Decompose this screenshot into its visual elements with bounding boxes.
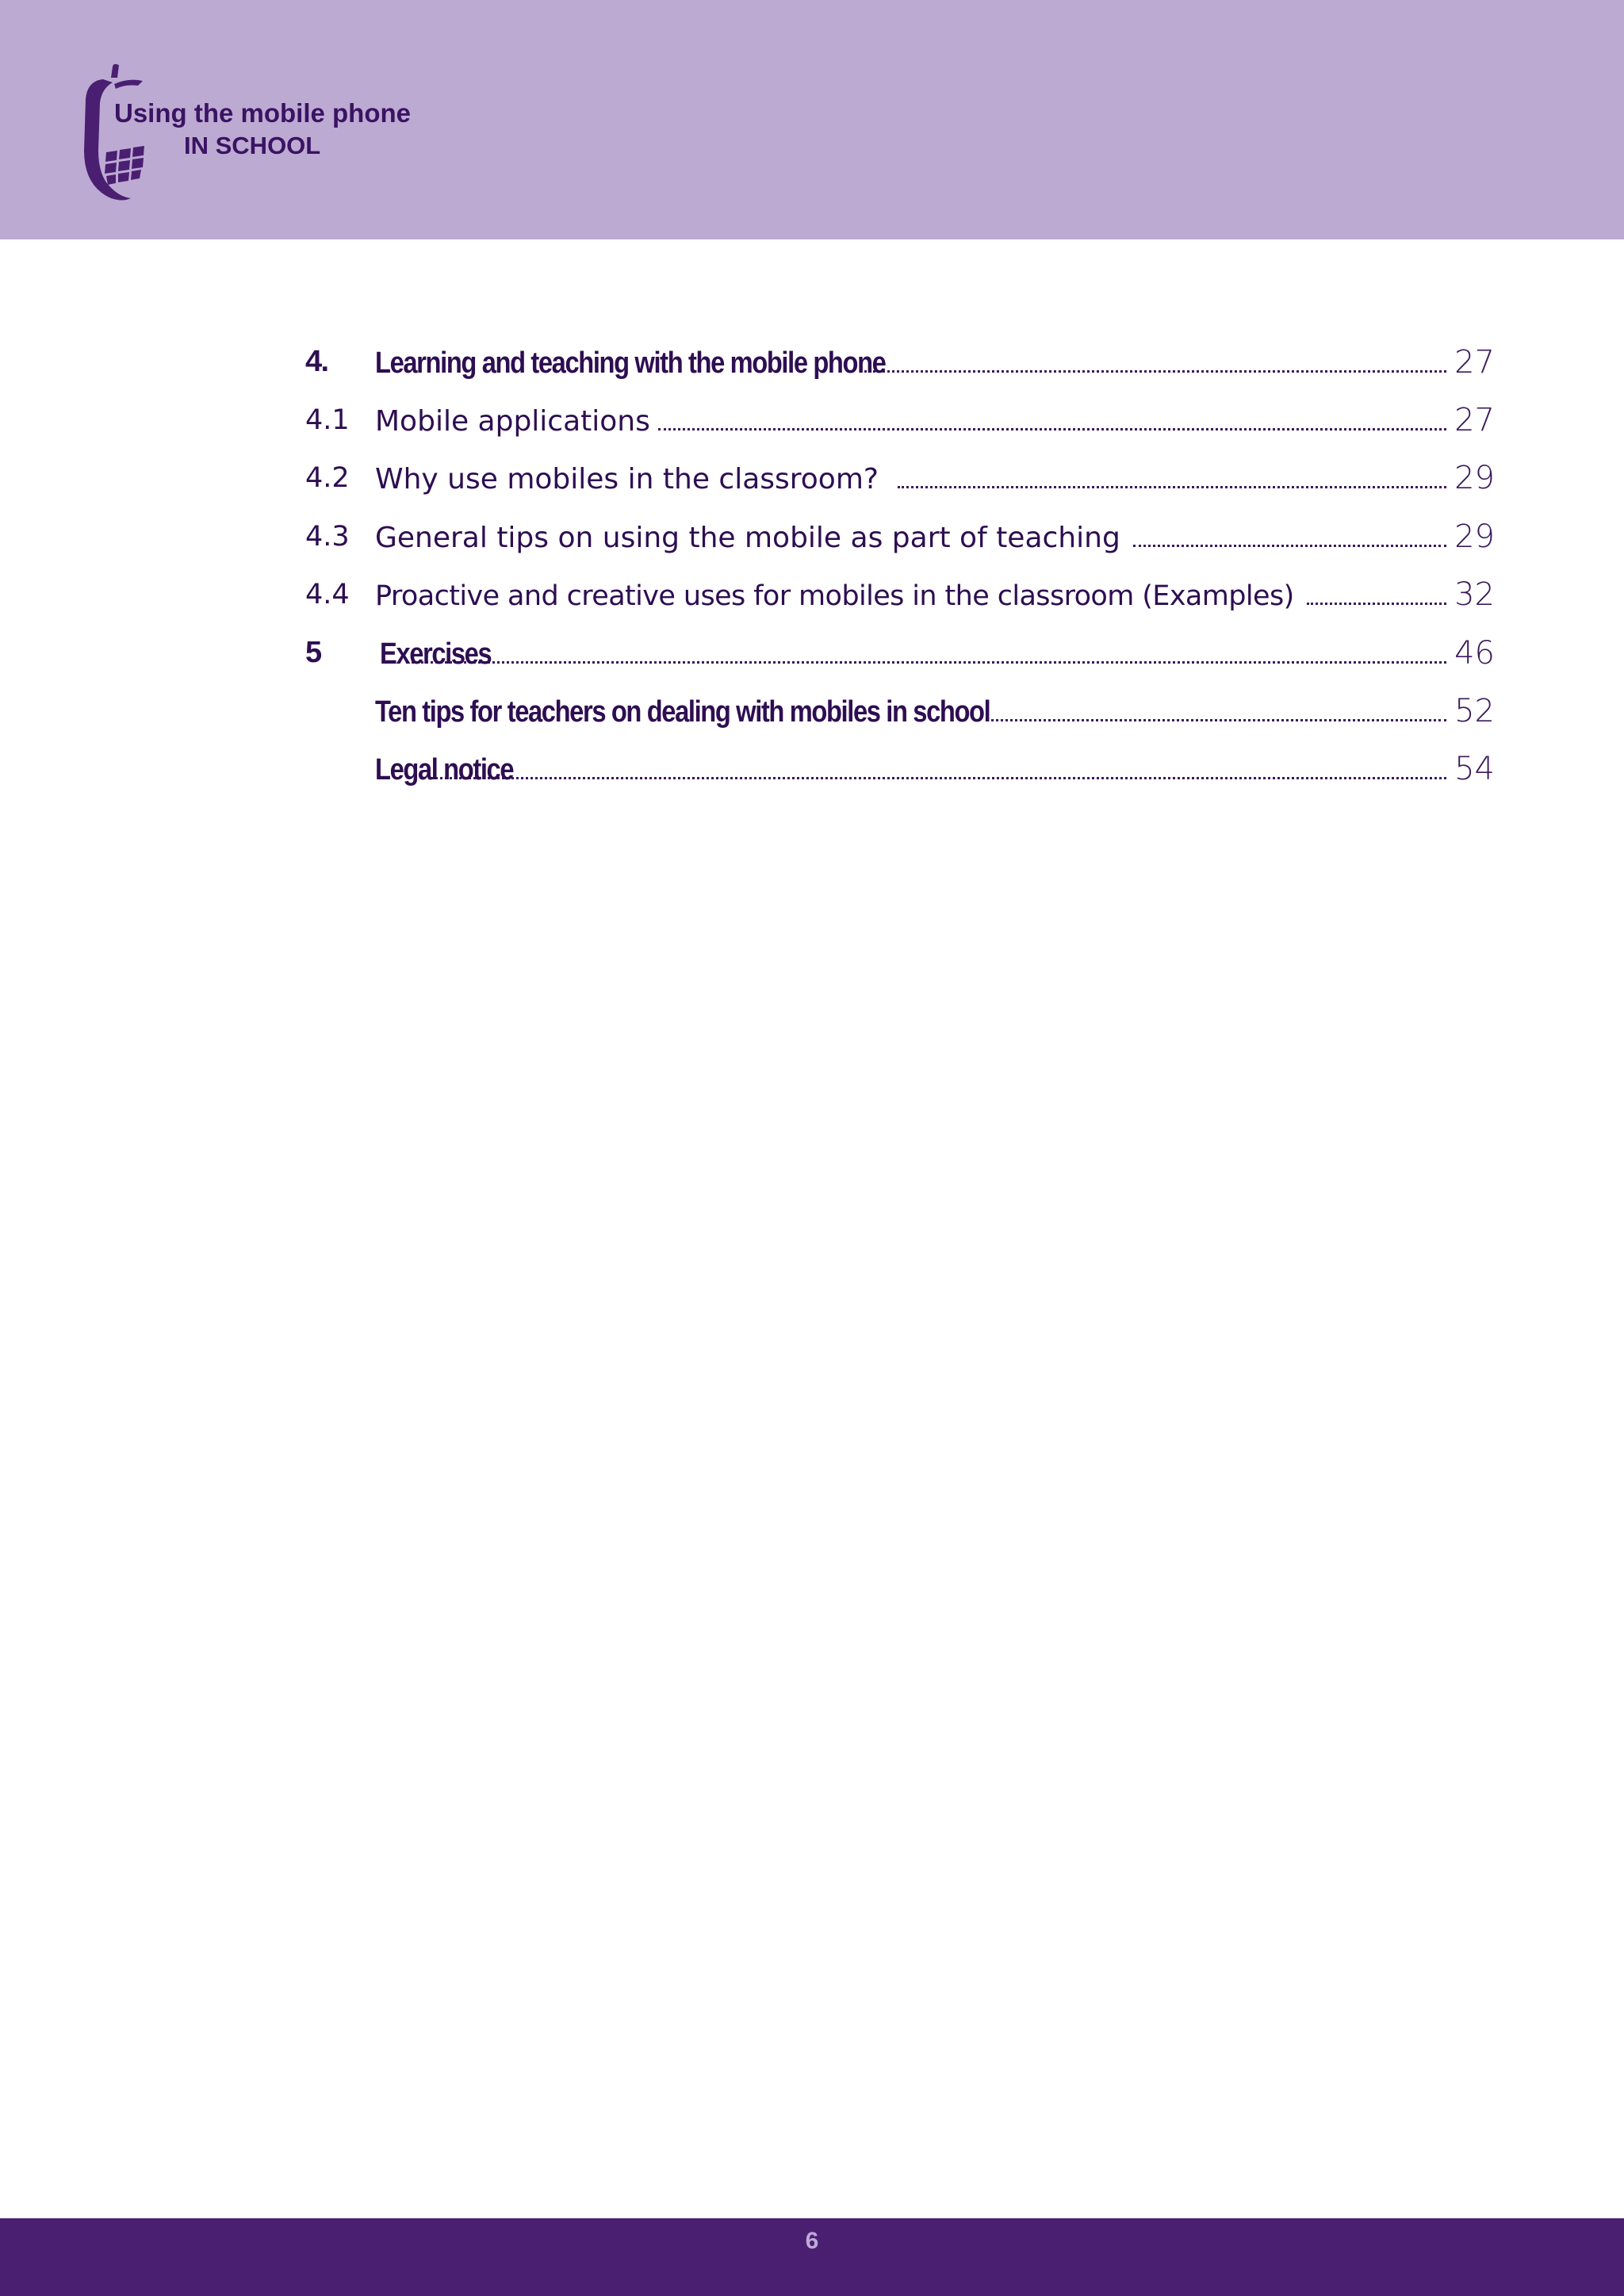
logo-subtitle: IN SCHOOL [184, 132, 321, 159]
toc-title: Legal notice [375, 753, 514, 787]
toc-title: Mobile applications [375, 405, 650, 438]
toc-page: 46 [1454, 634, 1495, 672]
dot-leader [658, 427, 1446, 430]
toc-page: 54 [1454, 751, 1495, 788]
dot-leader [864, 369, 1446, 373]
toc-entry[interactable] [305, 507, 1495, 565]
toc-page: 29 [1454, 518, 1495, 555]
logo-title: Using the mobile phone [114, 98, 412, 128]
toc-number: 4.1 [305, 404, 350, 437]
toc-entry[interactable] [305, 566, 1495, 624]
toc-title: Why use mobiles in the classroom? [375, 463, 879, 496]
toc-page: 29 [1454, 460, 1495, 497]
toc-entry[interactable] [305, 740, 1495, 798]
dot-leader [431, 776, 1446, 779]
toc-entry[interactable] [305, 624, 1495, 682]
dot-leader [898, 485, 1446, 488]
toc-title: Exercises [380, 637, 492, 671]
page-footer-band [0, 2218, 1624, 2296]
toc-title: Learning and teaching with the mobile phone [375, 346, 886, 380]
table-of-contents [305, 333, 1495, 798]
page-number: 6 [805, 2228, 819, 2254]
page-header-band [0, 0, 1624, 239]
toc-page: 52 [1454, 693, 1495, 730]
dot-leader [406, 660, 1446, 664]
logo [79, 63, 444, 206]
toc-number: 4. [305, 345, 328, 379]
toc-title: Proactive and creative uses for mobiles in the classroom (Examples) [375, 580, 1294, 613]
dot-leader [1133, 544, 1446, 547]
toc-title: General tips on using the mobile as part of teaching [375, 521, 1120, 554]
dot-leader [986, 718, 1446, 721]
toc-entry[interactable] [305, 391, 1495, 449]
toc-page: 32 [1454, 576, 1495, 614]
toc-entry[interactable] [305, 450, 1495, 507]
toc-entry[interactable] [305, 333, 1495, 391]
toc-number: 4.4 [305, 579, 350, 611]
toc-page: 27 [1454, 343, 1495, 381]
toc-number: 4.3 [305, 520, 350, 553]
toc-number: 5 [305, 636, 321, 670]
toc-entry[interactable] [305, 682, 1495, 740]
toc-number: 4.2 [305, 462, 350, 495]
dot-leader [1307, 602, 1446, 605]
mobile-phone-icon [79, 63, 174, 206]
toc-page: 27 [1454, 402, 1495, 439]
toc-title: Ten tips for teachers on dealing with mobiles in school [375, 695, 990, 729]
